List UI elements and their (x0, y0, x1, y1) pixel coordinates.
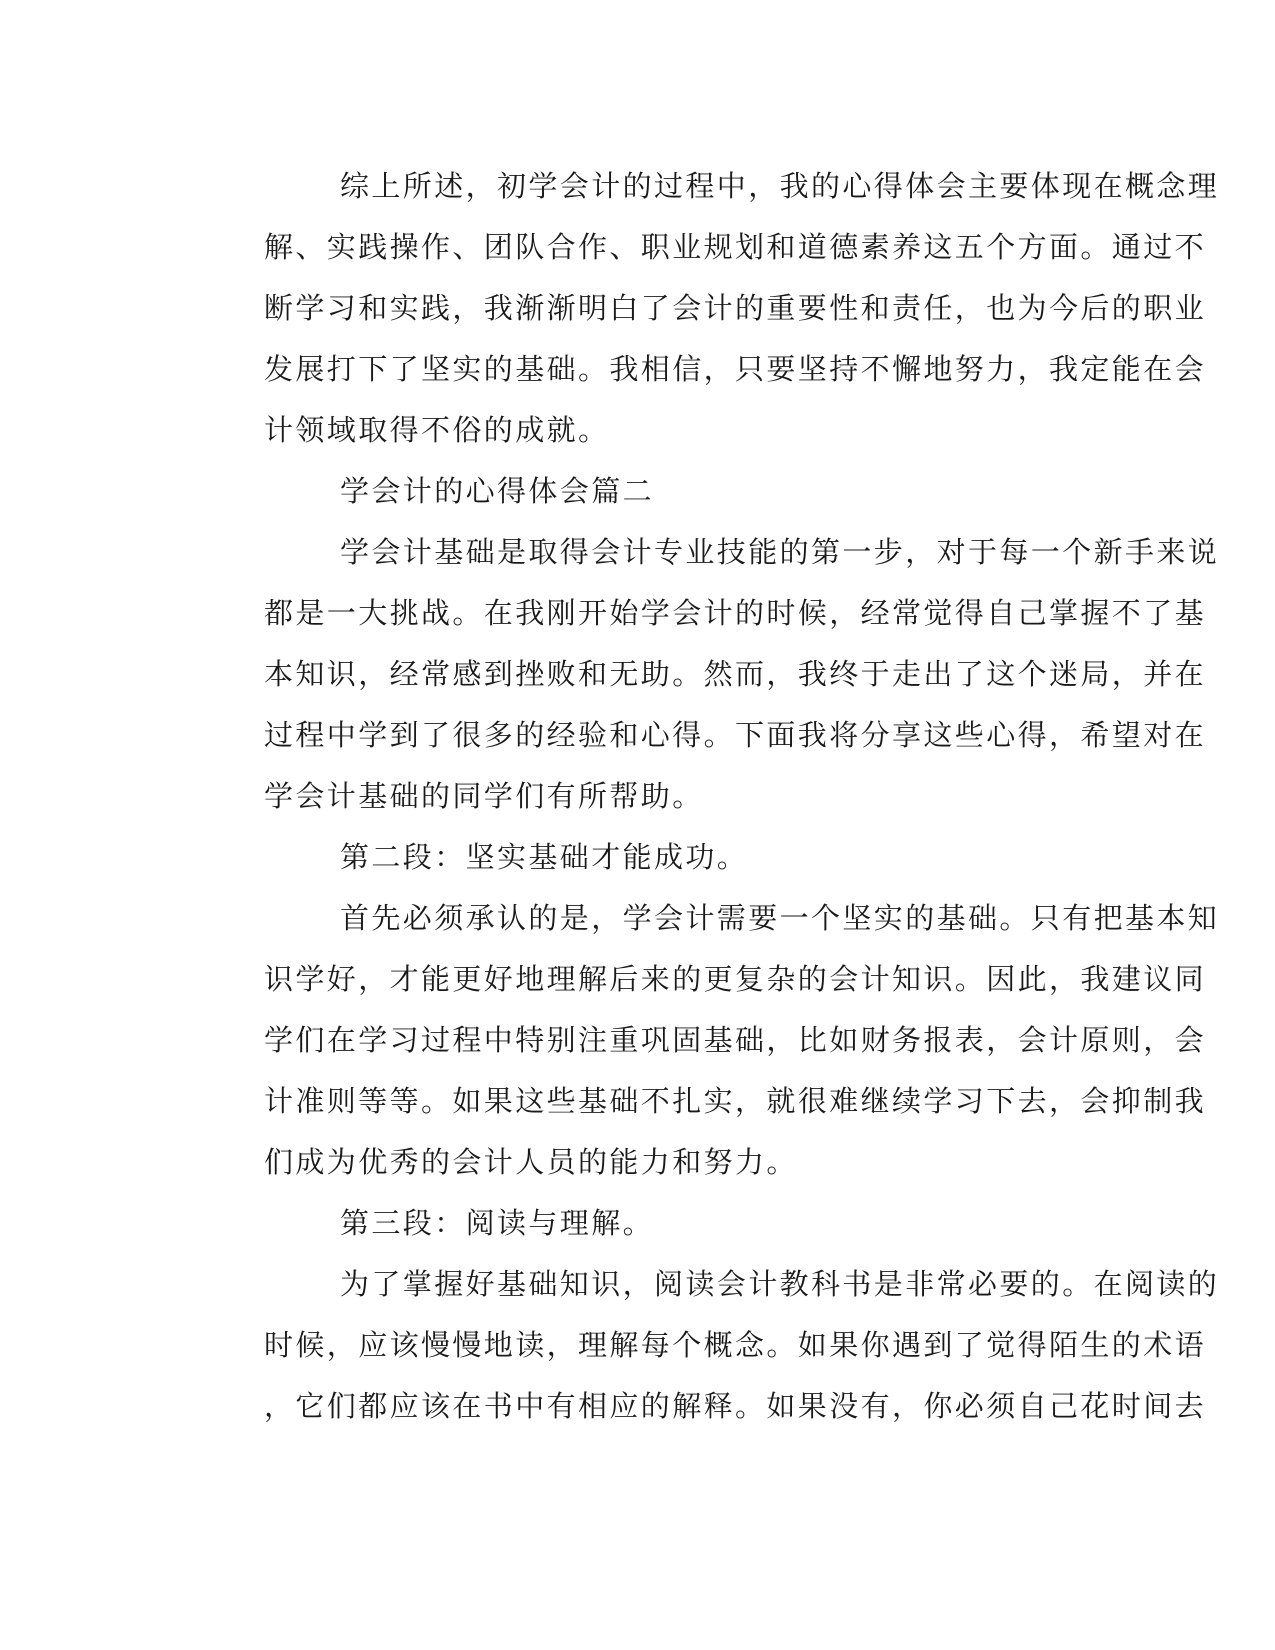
text-line: 识学好，才能更好地理解后来的更复杂的会计知识。因此，我建议同 (264, 962, 1207, 996)
text-line: 们成为优秀的会计人员的能力和努力。 (264, 1145, 798, 1179)
text-line: 时候，应该慢慢地读，理解每个概念。如果你遇到了觉得陌生的术语 (264, 1328, 1207, 1362)
text-line: 学会计基础是取得会计专业技能的第一步，对于每一个新手来说 (340, 535, 1220, 569)
text-line: 断学习和实践，我渐渐明白了会计的重要性和责任，也为今后的职业 (264, 291, 1207, 325)
text-line: 过程中学到了很多的经验和心得。下面我将分享这些心得，希望对在 (264, 718, 1207, 752)
text-line: 本知识，经常感到挫败和无助。然而，我终于走出了这个迷局，并在 (264, 657, 1207, 691)
text-line: 计准则等等。如果这些基础不扎实，就很难继续学习下去，会抑制我 (264, 1084, 1207, 1118)
text-line: 首先必须承认的是，学会计需要一个坚实的基础。只有把基本知 (340, 901, 1220, 935)
body-paragraph (188, 156, 1220, 461)
text-line: 都是一大挑战。在我刚开始学会计的时候，经常觉得自己掌握不了基 (264, 596, 1207, 630)
section-heading (188, 827, 1068, 888)
text-line: 学们在学习过程中特别注重巩固基础，比如财务报表，会计原则，会 (264, 1023, 1207, 1057)
text-line: 为了掌握好基础知识，阅读会计教科书是非常必要的。在阅读的 (340, 1267, 1220, 1301)
text-line: 学会计基础的同学们有所帮助。 (264, 779, 704, 813)
body-paragraph (188, 1254, 1220, 1437)
body-paragraph (188, 522, 1220, 827)
body-paragraph (188, 888, 1220, 1193)
text-line: 综上所述，初学会计的过程中，我的心得体会主要体现在概念理 (340, 169, 1220, 203)
section-heading (188, 1193, 1068, 1254)
document-page (188, 156, 1220, 1437)
text-line: ，它们都应该在书中有相应的解释。如果没有，你必须自己花时间去 (264, 1389, 1207, 1423)
text-line: 发展打下了坚实的基础。我相信，只要坚持不懈地努力，我定能在会 (264, 352, 1207, 386)
text-line: 解、实践操作、团队合作、职业规划和道德素养这五个方面。通过不 (264, 230, 1207, 264)
heading-text: 第二段：坚实基础才能成功。 (340, 840, 749, 874)
heading-text: 学会计的心得体会篇二 (340, 474, 655, 508)
heading-text: 第三段：阅读与理解。 (340, 1206, 655, 1240)
text-line: 计领域取得不俗的成就。 (264, 413, 610, 447)
section-heading (188, 461, 1068, 522)
